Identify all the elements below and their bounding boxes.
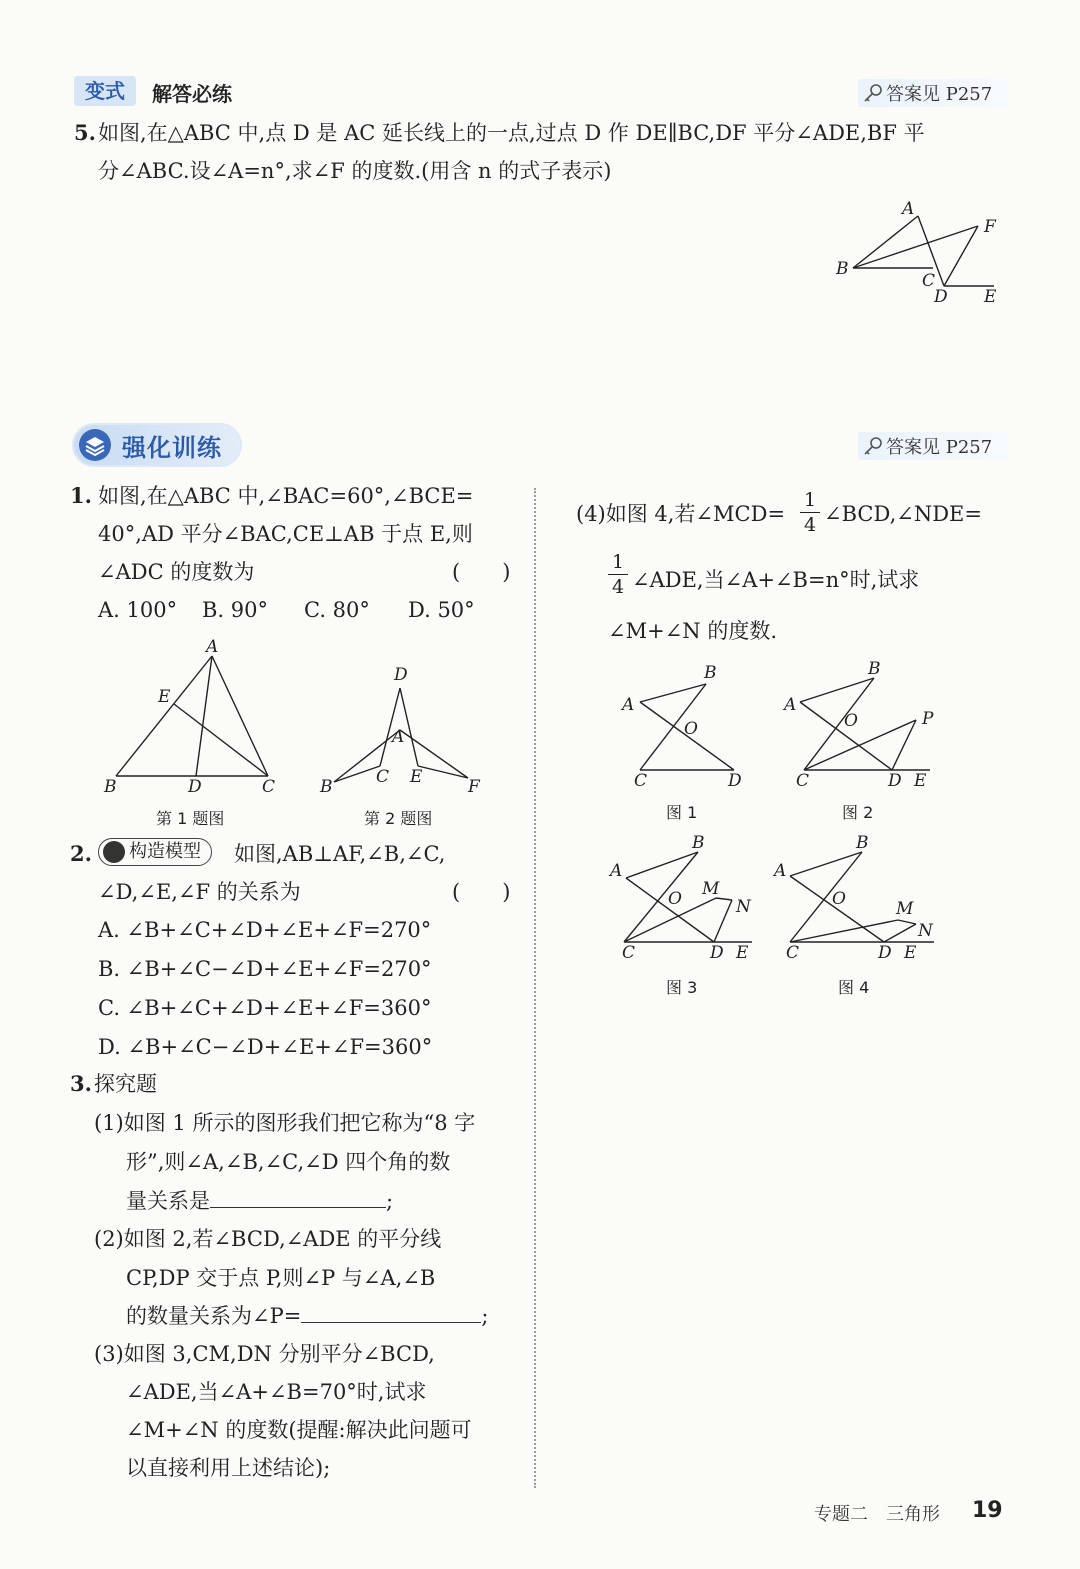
q1-label-C: C	[262, 777, 276, 797]
q1-option-d: D. 50°	[408, 598, 475, 622]
q1-label-A: A	[206, 637, 219, 657]
q3-p3-line4: 以直接利用上述结论);	[126, 1456, 331, 1480]
q3-p1-line1: (1)如图 1 所示的图形我们把它称为“8 字	[94, 1111, 476, 1135]
q3-fig3-caption: 图 3	[666, 978, 698, 997]
q3-f1-label-B: B	[704, 663, 717, 683]
q1-number: 1.	[70, 483, 92, 508]
q2-label-A: A	[392, 727, 405, 747]
q5-number: 5.	[74, 120, 96, 145]
q1-line3: ∠ADC 的度数为	[98, 560, 255, 584]
q3-p2-line2: CP,DP 交于点 P,则∠P 与∠A,∠B	[126, 1266, 436, 1290]
section-title-answers: 解答必练	[152, 82, 232, 106]
key-icon	[862, 82, 884, 108]
q3-f2-label-P: P	[922, 709, 934, 729]
q3-figure-4	[772, 832, 942, 968]
q3-p1-line3-text: 量关系是	[126, 1189, 210, 1213]
q3-f4-label-E: E	[904, 943, 917, 963]
q5-label-C: C	[922, 271, 936, 291]
q3-p2-line1: (2)如图 2,若∠BCD,∠ADE 的平分线	[94, 1227, 442, 1251]
answer-ref-2: 答案见 P257	[886, 437, 993, 458]
q2-label-E: E	[410, 767, 423, 787]
q1-label-B: B	[104, 777, 117, 797]
q3-p1-end: ;	[386, 1189, 394, 1213]
q3-title: 探究题	[94, 1072, 157, 1096]
q1-option-c: C. 80°	[304, 598, 370, 622]
q3-f3-label-D: D	[710, 943, 724, 963]
q1-line2: 40°,AD 平分∠BAC,CE⊥AB 于点 E,则	[98, 522, 473, 546]
q3-f2-label-B: B	[868, 659, 881, 679]
q2-fig-caption: 第 2 题图	[364, 809, 433, 828]
q3-f4-label-B: B	[856, 833, 869, 853]
q2-option-c: C. ∠B+∠C+∠D+∠E+∠F=360°	[98, 996, 432, 1020]
q3-p4-line1b: ∠BCD,∠NDE=	[824, 502, 982, 526]
q2-answer-paren: ( )	[452, 880, 511, 904]
q3-f2-label-D: D	[888, 771, 902, 791]
q3-f1-label-A: A	[622, 695, 635, 715]
q5-label-E: E	[984, 287, 997, 307]
q1-option-b: B. 90°	[202, 598, 269, 622]
layers-icon	[78, 428, 112, 466]
q3-f4-label-A: A	[774, 861, 787, 881]
section-title-training: 强化训练	[122, 434, 222, 462]
q1-fig-caption: 第 1 题图	[156, 809, 225, 828]
q3-p1-line3	[126, 1182, 393, 1220]
q3-f3-label-B: B	[692, 833, 705, 853]
q3-p4-fraction-1	[800, 488, 820, 537]
q3-f3-label-M: M	[702, 879, 720, 899]
q3-f1-label-D: D	[728, 771, 742, 791]
q3-f2-label-C: C	[796, 771, 810, 791]
q3-f1-label-O: O	[684, 719, 698, 739]
q3-p1-answer-blank[interactable]	[210, 1185, 386, 1208]
q1-line1: 如图,在△ABC 中,∠BAC=60°,∠BCE=	[98, 484, 474, 508]
q3-f3-label-C: C	[622, 943, 636, 963]
key-icon	[862, 435, 884, 461]
fraction-numerator: 1	[800, 488, 820, 513]
q3-p2-end: ;	[481, 1304, 489, 1328]
footer-chapter: 专题二 三角形	[814, 1504, 940, 1525]
q1-label-E: E	[158, 687, 171, 707]
q1-option-a: A. 100°	[98, 598, 178, 622]
q3-f2-label-A: A	[784, 695, 797, 715]
q2-number: 2.	[70, 841, 92, 866]
q3-f2-label-E: E	[914, 771, 927, 791]
q2-label-B: B	[320, 777, 333, 797]
q2-option-b: B. ∠B+∠C−∠D+∠E+∠F=270°	[98, 957, 432, 981]
q3-fig1-caption: 图 1	[666, 803, 698, 822]
q5-line2: 分∠ABC.设∠A=n°,求∠F 的度数.(用含 n 的式子表示)	[98, 159, 612, 183]
q3-p3-line3: ∠M+∠N 的度数(提醒:解决此问题可	[126, 1418, 472, 1442]
cube-icon	[103, 841, 125, 863]
q2-label-D: D	[394, 665, 408, 685]
q3-p2-line3	[126, 1297, 488, 1335]
q3-p4-line2: ∠ADE,当∠A+∠B=n°时,试求	[632, 568, 920, 592]
q3-p2-answer-blank[interactable]	[301, 1300, 481, 1323]
q2-line1: 如图,AB⊥AF,∠B,∠C,	[234, 842, 446, 866]
q3-f4-label-C: C	[786, 943, 800, 963]
q3-f4-label-N: N	[918, 921, 933, 941]
q2-option-d: D. ∠B+∠C−∠D+∠E+∠F=360°	[98, 1035, 433, 1059]
q2-option-a: A. ∠B+∠C+∠D+∠E+∠F=270°	[98, 918, 432, 942]
q3-p4-line1a: (4)如图 4,若∠MCD=	[576, 502, 786, 526]
q3-f4-label-M: M	[896, 899, 914, 919]
q5-label-D: D	[934, 287, 948, 307]
q5-line1: 如图,在△ABC 中,点 D 是 AC 延长线上的一点,过点 D 作 DE∥BC,DF 平分∠ADE,BF 平	[98, 121, 925, 145]
q5-label-A: A	[902, 199, 915, 219]
q3-p2-line3-text: 的数量关系为∠P=	[126, 1304, 302, 1328]
q2-figure	[314, 660, 494, 806]
column-divider	[534, 488, 536, 1488]
q5-figure	[830, 196, 1010, 308]
fraction-denominator: 4	[803, 514, 817, 536]
q3-f3-label-E: E	[736, 943, 749, 963]
q3-f2-label-O: O	[844, 711, 858, 731]
q3-fig2-caption: 图 2	[842, 803, 874, 822]
q3-f4-label-D: D	[878, 943, 892, 963]
q3-f1-label-C: C	[634, 771, 648, 791]
page-number: 19	[972, 1498, 1003, 1523]
q3-p4-fraction-2	[608, 550, 628, 599]
q3-number: 3.	[70, 1071, 92, 1096]
q1-figure	[96, 636, 296, 804]
q3-figure-1	[614, 658, 754, 794]
q3-p1-line2: 形”,则∠A,∠B,∠C,∠D 四个角的数	[126, 1150, 451, 1174]
q3-f3-label-N: N	[736, 897, 751, 917]
q2-badge-label: 构造模型	[129, 841, 201, 862]
q3-f3-label-A: A	[610, 861, 623, 881]
q5-label-F: F	[984, 217, 996, 237]
q3-f4-label-O: O	[832, 889, 846, 909]
q2-label-F: F	[468, 777, 480, 797]
q3-fig4-caption: 图 4	[838, 978, 870, 997]
q3-p3-line2: ∠ADE,当∠A+∠B=70°时,试求	[126, 1380, 427, 1404]
q2-line2: ∠D,∠E,∠F 的关系为	[98, 880, 301, 904]
answer-ref: 答案见 P257	[886, 84, 993, 105]
fraction-denominator: 4	[611, 576, 625, 598]
q3-p3-line1: (3)如图 3,CM,DN 分别平分∠BCD,	[94, 1342, 435, 1366]
q3-figure-2	[780, 658, 950, 794]
q3-f3-label-O: O	[668, 889, 682, 909]
q2-label-C: C	[376, 767, 390, 787]
q1-label-D: D	[188, 777, 202, 797]
section-tag-variant: 变式	[74, 76, 136, 106]
q2-model-badge	[98, 838, 212, 866]
q3-p4-line3: ∠M+∠N 的度数.	[608, 619, 778, 643]
q5-label-B: B	[836, 259, 849, 279]
q3-figure-3	[608, 832, 768, 968]
fraction-numerator: 1	[608, 550, 628, 575]
q1-answer-paren: ( )	[452, 560, 511, 584]
